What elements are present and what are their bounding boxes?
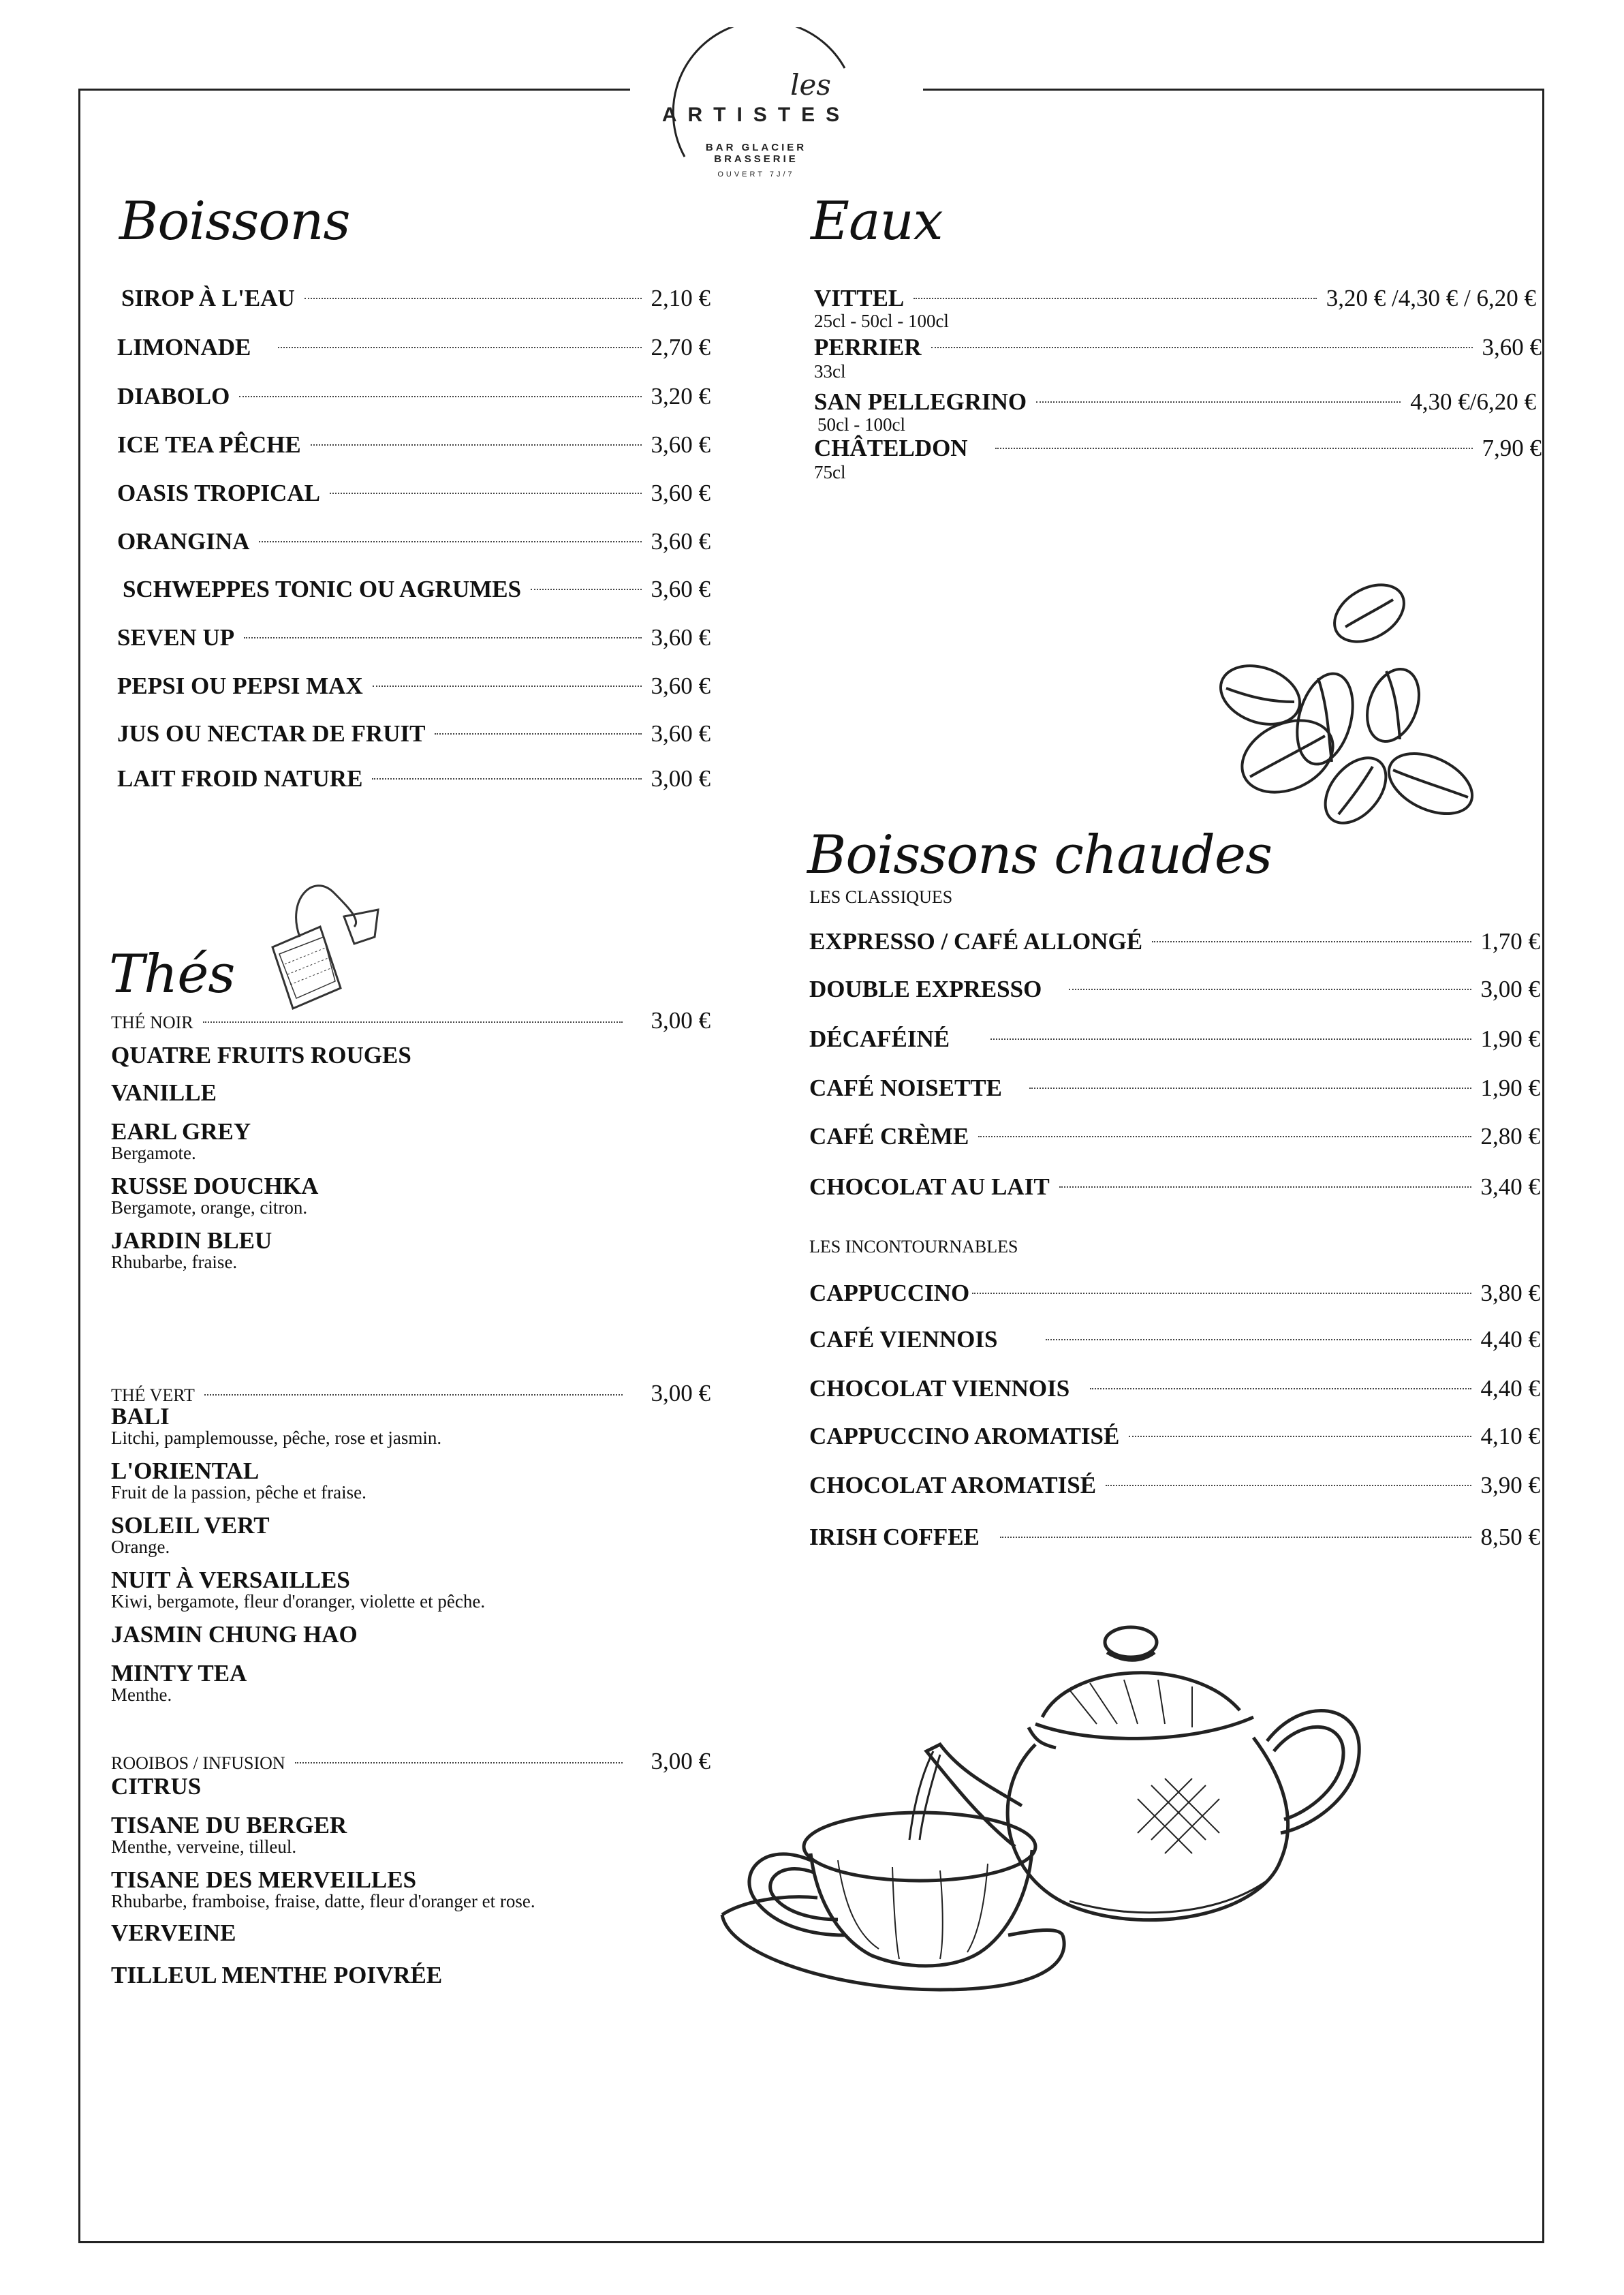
list-item	[117, 765, 710, 792]
coffee-beans-icon	[1213, 579, 1485, 845]
item-price: 3,40 €	[1480, 1173, 1540, 1200]
item-name: CHÂTELDON	[814, 435, 968, 461]
item-price: 2,10 €	[651, 285, 710, 311]
list-item	[111, 1661, 247, 1704]
tea-category-label: THÉ VERT	[111, 1385, 195, 1405]
item-name: JUS OU NECTAR DE FRUIT	[117, 720, 426, 747]
list-item	[809, 928, 1540, 955]
thes-title: Thés	[109, 944, 235, 1005]
list-item	[117, 673, 710, 700]
item-name: LIMONADE	[117, 334, 251, 360]
list-item	[117, 624, 710, 651]
item-price: 7,90 €	[1482, 435, 1542, 461]
tea-category-price: 3,00 €	[651, 1380, 710, 1406]
item-name: TISANE DU BERGER	[111, 1812, 347, 1838]
item-price: 3,60 €	[651, 480, 710, 506]
list-item	[111, 1622, 358, 1647]
item-name: JASMIN CHUNG HAO	[111, 1621, 358, 1648]
chaudes-title: Boissons chaudes	[807, 825, 1272, 886]
list-item	[111, 1567, 485, 1611]
item-name: TISANE DES MERVEILLES	[111, 1866, 417, 1893]
item-name: SAN PELLEGRINO	[814, 388, 1027, 415]
list-item	[809, 1123, 1540, 1150]
item-desc: Bergamote, orange, citron.	[111, 1197, 308, 1218]
item-price: 3,00 €	[1480, 976, 1540, 1002]
item-price: 1,90 €	[1480, 1026, 1540, 1052]
tea-category-price: 3,00 €	[651, 1748, 710, 1774]
item-name: DOUBLE EXPRESSO	[809, 976, 1042, 1002]
item-price: 2,80 €	[1480, 1123, 1540, 1150]
item-price: 3,80 €	[1480, 1280, 1540, 1306]
item-name: TILLEUL MENTHE POIVRÉE	[111, 1962, 443, 1988]
list-item	[111, 1228, 272, 1272]
item-price: 3,60 €	[651, 576, 710, 602]
item-name: SCHWEPPES TONIC OU AGRUMES	[123, 576, 522, 602]
item-name: RUSSE DOUCHKA	[111, 1173, 319, 1199]
list-item	[111, 1080, 217, 1105]
list-item	[117, 431, 710, 459]
item-name: PEPSI OU PEPSI MAX	[117, 673, 363, 699]
list-item	[117, 383, 710, 410]
item-name: CITRUS	[111, 1773, 202, 1800]
list-item	[809, 1173, 1540, 1201]
item-desc: Fruit de la passion, pêche et fraise.	[111, 1482, 366, 1503]
item-name: BALI	[111, 1403, 170, 1430]
item-name: CAPPUCCINO AROMATISÉ	[809, 1423, 1120, 1449]
item-desc: Orange.	[111, 1537, 170, 1557]
logo-line2: BRASSERIE	[714, 153, 798, 165]
list-item	[111, 1867, 535, 1911]
list-item	[809, 1524, 1540, 1551]
list-item	[809, 1075, 1540, 1102]
tea-category-label: THÉ NOIR	[111, 1013, 193, 1032]
item-name: OASIS TROPICAL	[117, 480, 320, 506]
list-item	[117, 720, 710, 748]
item-name: EXPRESSO / CAFÉ ALLONGÉ	[809, 928, 1143, 955]
item-price: 3,90 €	[1480, 1472, 1540, 1498]
item-desc: Menthe, verveine, tilleul.	[111, 1836, 297, 1857]
tea-category-price: 3,00 €	[651, 1007, 710, 1034]
list-item	[111, 1043, 411, 1068]
item-price: 3,20 € /4,30 € / 6,20 €	[1326, 285, 1536, 311]
item-price: 3,60 €	[651, 624, 710, 651]
list-item	[809, 1472, 1540, 1499]
list-item	[111, 1173, 318, 1217]
item-note: 33cl	[814, 361, 846, 382]
item-note: 25cl - 50cl - 100cl	[814, 311, 949, 331]
item-price: 4,40 €	[1480, 1375, 1540, 1402]
logo-subtitle	[661, 142, 852, 165]
tea-category-label: ROOIBOS / INFUSION	[111, 1753, 285, 1773]
tea-bag-icon	[259, 872, 388, 1015]
item-desc: Kiwi, bergamote, fleur d'oranger, violette et pêche.	[111, 1591, 486, 1612]
item-desc: Litchi, pamplemousse, pêche, rose et jasmin.	[111, 1428, 442, 1448]
item-desc: Bergamote.	[111, 1143, 196, 1163]
item-name: EARL GREY	[111, 1118, 251, 1145]
item-price: 3,60 €	[651, 528, 710, 555]
list-item	[111, 1458, 366, 1502]
list-item	[809, 1280, 1540, 1307]
item-name: CHOCOLAT AROMATISÉ	[809, 1472, 1097, 1498]
item-name: SOLEIL VERT	[111, 1512, 270, 1539]
item-name: CAFÉ VIENNOIS	[809, 1326, 998, 1353]
list-item	[123, 576, 710, 603]
tea-category-row	[111, 1380, 710, 1407]
tea-category-row	[111, 1007, 710, 1034]
item-price: 1,70 €	[1480, 928, 1540, 955]
list-item	[111, 1962, 442, 1988]
item-desc: Rhubarbe, framboise, fraise, datte, fleur d'oranger et rose.	[111, 1891, 535, 1911]
item-name: L'ORIENTAL	[111, 1458, 260, 1484]
logo-brand: ARTISTES	[661, 104, 851, 126]
item-name: SEVEN UP	[117, 624, 235, 651]
classiques-label: LES CLASSIQUES	[809, 887, 953, 907]
list-item	[117, 334, 710, 361]
item-name: IRISH COFFEE	[809, 1524, 980, 1550]
item-price: 4,30 €/6,20 €	[1410, 388, 1536, 415]
list-item	[111, 1813, 347, 1856]
item-name: NUIT À VERSAILLES	[111, 1567, 350, 1593]
item-name: LAIT FROID NATURE	[117, 765, 363, 792]
list-item	[814, 285, 1536, 312]
item-name: VERVEINE	[111, 1920, 236, 1946]
item-price: 8,50 €	[1480, 1524, 1540, 1550]
item-price: 3,60 €	[651, 431, 710, 458]
list-item	[814, 388, 1536, 416]
item-name: VITTEL	[814, 285, 905, 311]
item-name: ORANGINA	[117, 528, 250, 555]
boissons-title: Boissons	[119, 191, 350, 252]
item-price: 3,60 €	[1482, 334, 1542, 360]
item-price: 4,40 €	[1480, 1326, 1540, 1353]
item-name: CHOCOLAT VIENNOIS	[809, 1375, 1070, 1402]
list-item	[111, 1513, 270, 1556]
list-item	[111, 1404, 441, 1447]
item-name: CAFÉ NOISETTE	[809, 1075, 1002, 1101]
item-price: 2,70 €	[651, 334, 710, 360]
logo	[661, 27, 961, 204]
item-note: 50cl - 100cl	[817, 414, 905, 435]
teapot-and-cup-icon	[715, 1615, 1431, 1997]
list-item	[121, 285, 710, 312]
item-price: 3,20 €	[651, 383, 710, 410]
logo-script: les	[790, 68, 831, 102]
item-price: 3,60 €	[651, 673, 710, 699]
item-name: ICE TEA PÊCHE	[117, 431, 301, 458]
item-name: DÉCAFÉINÉ	[809, 1026, 950, 1052]
logo-open: OUVERT 7J/7	[717, 170, 795, 179]
eaux-title: Eaux	[811, 191, 943, 252]
list-item	[809, 976, 1540, 1003]
list-item	[809, 1326, 1540, 1353]
list-item	[111, 1920, 236, 1945]
list-item	[111, 1774, 201, 1799]
incontournables-label: LES INCONTOURNABLES	[809, 1237, 1018, 1257]
list-item	[809, 1423, 1540, 1450]
item-name: SIROP À L'EAU	[121, 285, 295, 311]
item-note: 75cl	[814, 462, 846, 482]
item-name: CAFÉ CRÈME	[809, 1123, 969, 1150]
item-price: 3,60 €	[651, 720, 710, 747]
item-name: CAPPUCCINO	[809, 1280, 970, 1306]
list-item	[117, 480, 710, 507]
logo-line1: BAR GLACIER	[705, 142, 807, 153]
item-price: 1,90 €	[1480, 1075, 1540, 1101]
item-name: JARDIN BLEU	[111, 1227, 272, 1254]
list-item	[117, 528, 710, 555]
list-item	[814, 435, 1542, 462]
item-name: CHOCOLAT AU LAIT	[809, 1173, 1050, 1200]
item-name: PERRIER	[814, 334, 922, 360]
item-name: VANILLE	[111, 1079, 217, 1106]
list-item	[809, 1026, 1540, 1053]
item-price: 4,10 €	[1480, 1423, 1540, 1449]
tea-category-row	[111, 1748, 710, 1775]
item-name: MINTY TEA	[111, 1660, 247, 1686]
item-price: 3,00 €	[651, 765, 710, 792]
list-item	[809, 1375, 1540, 1402]
item-name: DIABOLO	[117, 383, 230, 410]
list-item	[111, 1119, 251, 1162]
list-item	[814, 334, 1542, 361]
item-desc: Menthe.	[111, 1684, 172, 1705]
item-desc: Rhubarbe, fraise.	[111, 1252, 238, 1272]
item-name: QUATRE FRUITS ROUGES	[111, 1042, 411, 1068]
